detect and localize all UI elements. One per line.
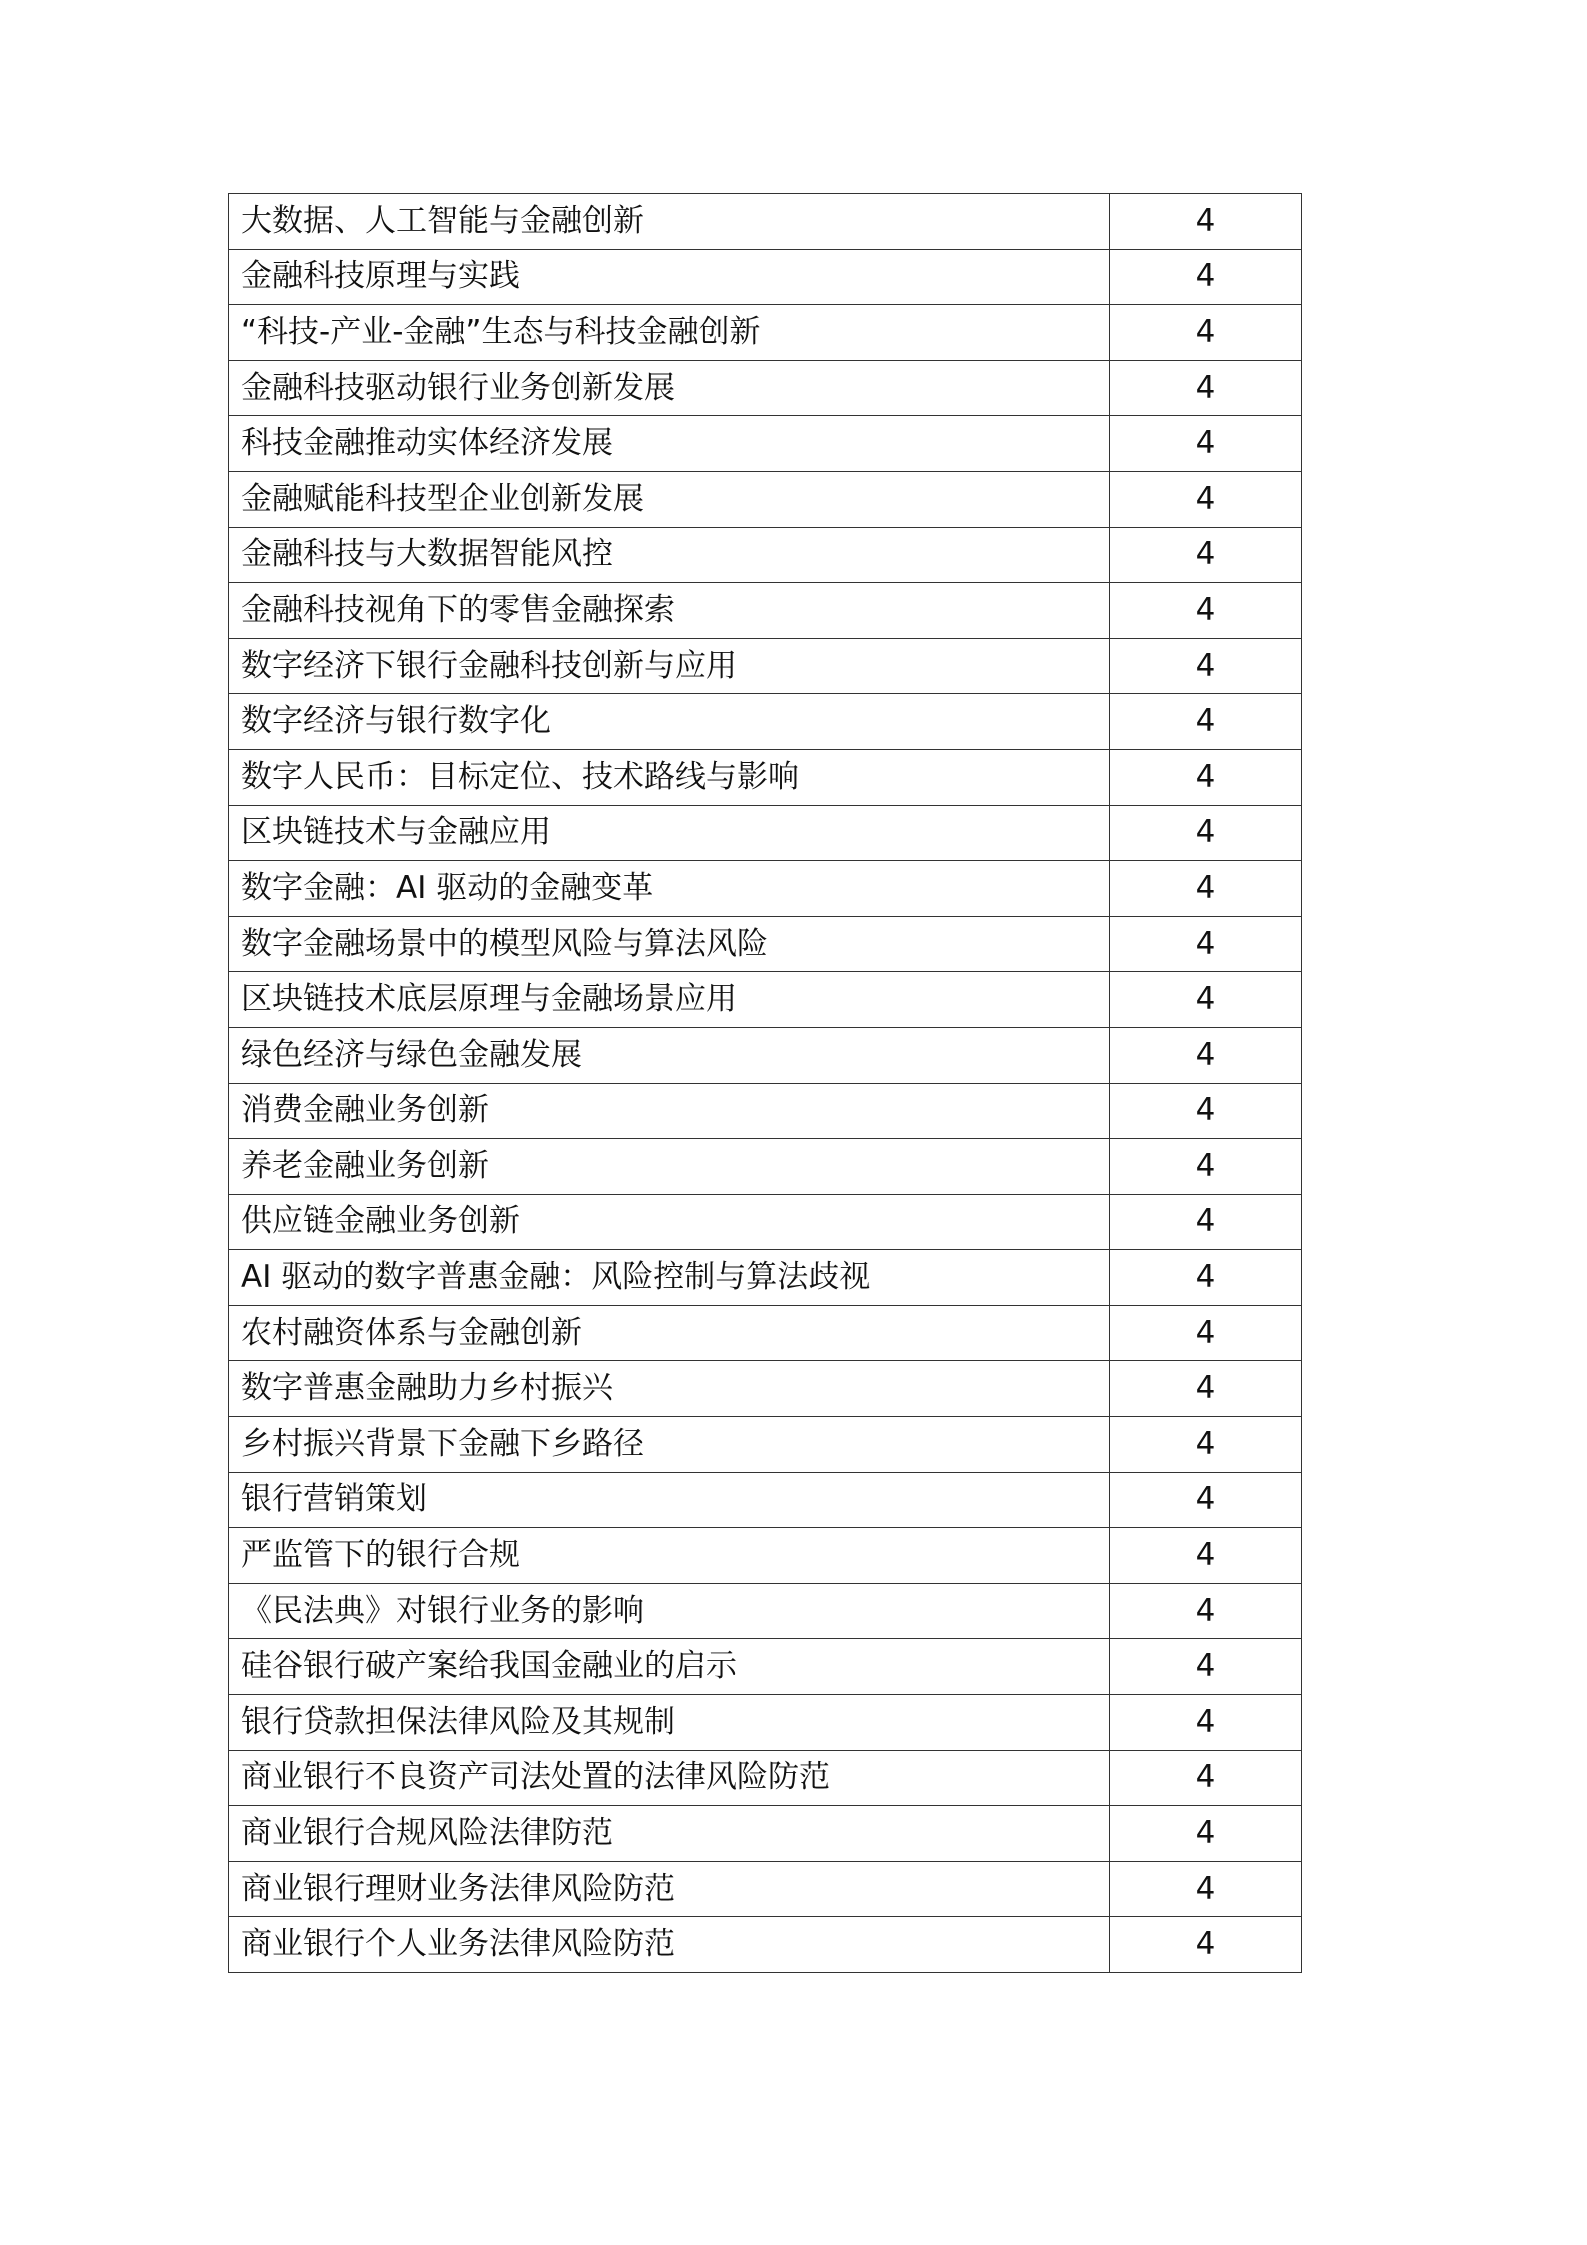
credit-cell: 4 [1110, 749, 1302, 805]
credit-cell: 4 [1110, 1250, 1302, 1306]
credit-cell: 4 [1110, 638, 1302, 694]
course-name-cell: 乡村振兴背景下金融下乡路径 [229, 1417, 1110, 1473]
course-name-cell: 供应链金融业务创新 [229, 1194, 1110, 1250]
course-name-cell: 区块链技术与金融应用 [229, 805, 1110, 861]
course-name-cell: 金融科技与大数据智能风控 [229, 527, 1110, 583]
table-row [229, 972, 1302, 1028]
credit-cell: 4 [1110, 1695, 1302, 1751]
table-row [229, 1695, 1302, 1751]
course-name-cell: 金融赋能科技型企业创新发展 [229, 471, 1110, 527]
credit-cell: 4 [1110, 360, 1302, 416]
course-name-cell: 区块链技术底层原理与金融场景应用 [229, 972, 1110, 1028]
course-name-cell: 商业银行理财业务法律风险防范 [229, 1861, 1110, 1917]
credit-cell: 4 [1110, 1027, 1302, 1083]
course-name-cell: 农村融资体系与金融创新 [229, 1305, 1110, 1361]
table-row [229, 638, 1302, 694]
course-name-cell: 金融科技驱动银行业务创新发展 [229, 360, 1110, 416]
course-name-cell: AI 驱动的数字普惠金融：风险控制与算法歧视 [229, 1250, 1110, 1306]
table-row [229, 360, 1302, 416]
course-name-cell: 数字金融：AI 驱动的金融变革 [229, 861, 1110, 917]
credit-cell: 4 [1110, 1305, 1302, 1361]
credit-cell: 4 [1110, 416, 1302, 472]
course-name-cell: 数字经济下银行金融科技创新与应用 [229, 638, 1110, 694]
credit-cell: 4 [1110, 249, 1302, 305]
credit-cell: 4 [1110, 1083, 1302, 1139]
course-name-cell: 硅谷银行破产案给我国金融业的启示 [229, 1639, 1110, 1695]
course-name-cell: 银行贷款担保法律风险及其规制 [229, 1695, 1110, 1751]
table-row [229, 1917, 1302, 1973]
credit-cell: 4 [1110, 583, 1302, 639]
course-name-cell: 金融科技原理与实践 [229, 249, 1110, 305]
table-row [229, 1583, 1302, 1639]
table-row [229, 1194, 1302, 1250]
table-row [229, 1417, 1302, 1473]
table-row [229, 583, 1302, 639]
table-row [229, 1861, 1302, 1917]
credit-cell: 4 [1110, 1139, 1302, 1195]
course-name-cell: 绿色经济与绿色金融发展 [229, 1027, 1110, 1083]
course-table [228, 193, 1302, 1973]
credit-cell: 4 [1110, 1861, 1302, 1917]
table-row [229, 527, 1302, 583]
table-row [229, 694, 1302, 750]
table-row [229, 194, 1302, 250]
course-name-cell: 数字人民币：目标定位、技术路线与影响 [229, 749, 1110, 805]
course-name-cell: 严监管下的银行合规 [229, 1528, 1110, 1584]
course-name-cell: 商业银行合规风险法律防范 [229, 1806, 1110, 1862]
course-name-cell: 大数据、人工智能与金融创新 [229, 194, 1110, 250]
credit-cell: 4 [1110, 194, 1302, 250]
credit-cell: 4 [1110, 471, 1302, 527]
table-row [229, 749, 1302, 805]
course-name-cell: 科技金融推动实体经济发展 [229, 416, 1110, 472]
credit-cell: 4 [1110, 1639, 1302, 1695]
course-name-cell: 金融科技视角下的零售金融探索 [229, 583, 1110, 639]
credit-cell: 4 [1110, 527, 1302, 583]
credit-cell: 4 [1110, 972, 1302, 1028]
course-name-cell: 数字金融场景中的模型风险与算法风险 [229, 916, 1110, 972]
table-row [229, 471, 1302, 527]
course-name-cell: 商业银行不良资产司法处置的法律风险防范 [229, 1750, 1110, 1806]
credit-cell: 4 [1110, 1750, 1302, 1806]
table-row [229, 1083, 1302, 1139]
credit-cell: 4 [1110, 861, 1302, 917]
table-row [229, 1361, 1302, 1417]
table-row [229, 249, 1302, 305]
credit-cell: 4 [1110, 1472, 1302, 1528]
credit-cell: 4 [1110, 916, 1302, 972]
table-row [229, 1639, 1302, 1695]
table-row [229, 1528, 1302, 1584]
table-row [229, 861, 1302, 917]
credit-cell: 4 [1110, 694, 1302, 750]
course-name-cell: 《民法典》对银行业务的影响 [229, 1583, 1110, 1639]
credit-cell: 4 [1110, 305, 1302, 361]
table-row [229, 1750, 1302, 1806]
table-row [229, 416, 1302, 472]
credit-cell: 4 [1110, 805, 1302, 861]
table-row [229, 1305, 1302, 1361]
table-row [229, 1806, 1302, 1862]
table-row [229, 916, 1302, 972]
table-row [229, 1250, 1302, 1306]
table-row [229, 805, 1302, 861]
course-name-cell: 银行营销策划 [229, 1472, 1110, 1528]
table-row [229, 1472, 1302, 1528]
credit-cell: 4 [1110, 1361, 1302, 1417]
credit-cell: 4 [1110, 1583, 1302, 1639]
course-name-cell: 商业银行个人业务法律风险防范 [229, 1917, 1110, 1973]
course-name-cell: 数字普惠金融助力乡村振兴 [229, 1361, 1110, 1417]
credit-cell: 4 [1110, 1194, 1302, 1250]
table-row [229, 1027, 1302, 1083]
credit-cell: 4 [1110, 1917, 1302, 1973]
course-name-cell: “科技-产业-金融”生态与科技金融创新 [229, 305, 1110, 361]
course-name-cell: 数字经济与银行数字化 [229, 694, 1110, 750]
credit-cell: 4 [1110, 1417, 1302, 1473]
course-name-cell: 消费金融业务创新 [229, 1083, 1110, 1139]
table-row [229, 305, 1302, 361]
credit-cell: 4 [1110, 1528, 1302, 1584]
credit-cell: 4 [1110, 1806, 1302, 1862]
table-row [229, 1139, 1302, 1195]
course-name-cell: 养老金融业务创新 [229, 1139, 1110, 1195]
course-table-body [229, 194, 1302, 1973]
